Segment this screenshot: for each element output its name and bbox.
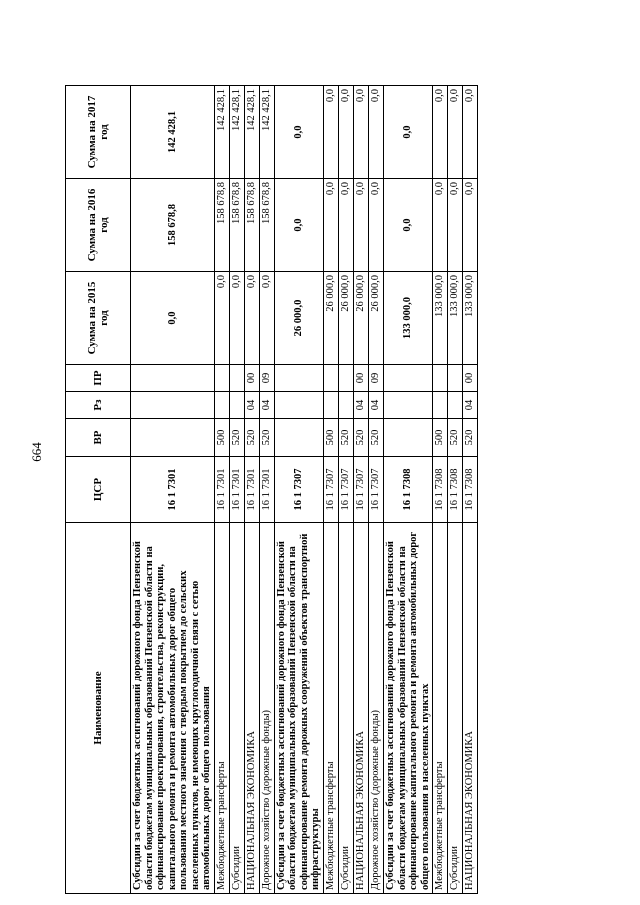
table-header-row xyxy=(66,86,131,894)
cell-pr: 09 xyxy=(259,365,274,392)
rotated-page-content xyxy=(65,86,621,894)
cell-s2015: 26 000,0 xyxy=(324,272,339,365)
table-row xyxy=(324,86,339,894)
cell-s2017: 0,0 xyxy=(354,86,369,179)
cell-s2017: 0,0 xyxy=(384,86,433,179)
cell-vr: 520 xyxy=(354,419,369,457)
table-row xyxy=(339,86,354,894)
cell-rz: 04 xyxy=(369,392,384,419)
header-sum-2017: Сумма на 2017 год xyxy=(66,86,131,179)
cell-csr: 16 1 7301 xyxy=(131,457,215,523)
cell-rz xyxy=(384,392,433,419)
cell-csr: 16 1 7307 xyxy=(369,457,384,523)
cell-s2015: 26 000,0 xyxy=(274,272,323,365)
table-row xyxy=(214,86,229,894)
cell-s2016: 158 678,8 xyxy=(214,179,229,272)
cell-pr: 00 xyxy=(354,365,369,392)
table-row xyxy=(259,86,274,894)
cell-csr: 16 1 7301 xyxy=(214,457,229,523)
cell-pr: 00 xyxy=(244,365,259,392)
table-row xyxy=(131,86,215,894)
cell-vr: 520 xyxy=(369,419,384,457)
cell-name: Субсидии за счет бюджетных ассигнований дорожного фонда Пензенской области бюджетам муниципальных образований Пензенской области на софинансирование ремонта дорожных сооружений объектов транспортной инфраструктуры xyxy=(274,523,323,894)
cell-s2017: 142 428,1 xyxy=(131,86,215,179)
cell-s2017: 0,0 xyxy=(463,86,478,179)
table-row xyxy=(433,86,448,894)
cell-pr: 09 xyxy=(369,365,384,392)
cell-name: НАЦИОНАЛЬНАЯ ЭКОНОМИКА xyxy=(463,523,478,894)
cell-s2017: 142 428,1 xyxy=(229,86,244,179)
cell-s2017: 142 428,1 xyxy=(214,86,229,179)
cell-s2016: 0,0 xyxy=(324,179,339,272)
cell-name: Межбюджетные трансферты xyxy=(433,523,448,894)
cell-rz xyxy=(274,392,323,419)
cell-s2016: 158 678,8 xyxy=(259,179,274,272)
cell-name: Дорожное хозяйство (дорожные фонды) xyxy=(369,523,384,894)
cell-vr: 520 xyxy=(229,419,244,457)
cell-s2015: 26 000,0 xyxy=(354,272,369,365)
cell-s2015: 0,0 xyxy=(131,272,215,365)
cell-s2017: 0,0 xyxy=(339,86,354,179)
table-row xyxy=(384,86,433,894)
cell-vr: 520 xyxy=(448,419,463,457)
cell-csr: 16 1 7308 xyxy=(384,457,433,523)
table-row xyxy=(354,86,369,894)
table-row xyxy=(229,86,244,894)
cell-vr: 500 xyxy=(433,419,448,457)
table-row xyxy=(463,86,478,894)
cell-csr: 16 1 7301 xyxy=(229,457,244,523)
cell-csr: 16 1 7308 xyxy=(463,457,478,523)
cell-s2015: 0,0 xyxy=(244,272,259,365)
cell-name: Межбюджетные трансферты xyxy=(324,523,339,894)
cell-s2015: 133 000,0 xyxy=(463,272,478,365)
cell-vr xyxy=(274,419,323,457)
cell-pr: 00 xyxy=(463,365,478,392)
cell-name: Субсидии xyxy=(448,523,463,894)
table-body xyxy=(131,86,478,894)
cell-s2016: 0,0 xyxy=(433,179,448,272)
cell-name: Межбюджетные трансферты xyxy=(214,523,229,894)
cell-csr: 16 1 7301 xyxy=(259,457,274,523)
header-sum-2015: Сумма на 2015 год xyxy=(66,272,131,365)
cell-rz: 04 xyxy=(354,392,369,419)
header-rz: Рз xyxy=(66,392,131,419)
cell-name: Субсидии xyxy=(339,523,354,894)
table-row xyxy=(244,86,259,894)
cell-csr: 16 1 7307 xyxy=(274,457,323,523)
cell-vr: 500 xyxy=(214,419,229,457)
cell-pr xyxy=(214,365,229,392)
cell-rz xyxy=(339,392,354,419)
cell-s2016: 0,0 xyxy=(274,179,323,272)
cell-csr: 16 1 7307 xyxy=(339,457,354,523)
cell-vr xyxy=(384,419,433,457)
cell-pr xyxy=(339,365,354,392)
cell-s2017: 142 428,1 xyxy=(259,86,274,179)
table-row xyxy=(448,86,463,894)
cell-s2015: 133 000,0 xyxy=(448,272,463,365)
cell-s2016: 0,0 xyxy=(463,179,478,272)
cell-s2017: 0,0 xyxy=(369,86,384,179)
cell-pr xyxy=(324,365,339,392)
cell-csr: 16 1 7307 xyxy=(324,457,339,523)
cell-pr xyxy=(229,365,244,392)
budget-table xyxy=(65,85,478,894)
cell-rz xyxy=(131,392,215,419)
cell-s2015: 0,0 xyxy=(214,272,229,365)
cell-rz xyxy=(229,392,244,419)
cell-s2017: 0,0 xyxy=(324,86,339,179)
header-pr: ПР xyxy=(66,365,131,392)
cell-name: Субсидии xyxy=(229,523,244,894)
cell-rz xyxy=(433,392,448,419)
cell-pr xyxy=(131,365,215,392)
cell-s2016: 158 678,8 xyxy=(229,179,244,272)
page-number: 664 xyxy=(29,442,44,462)
cell-rz: 04 xyxy=(259,392,274,419)
cell-s2017: 0,0 xyxy=(448,86,463,179)
cell-rz: 04 xyxy=(244,392,259,419)
cell-s2015: 133 000,0 xyxy=(433,272,448,365)
cell-rz: 04 xyxy=(463,392,478,419)
cell-name: Дорожное хозяйство (дорожные фонды) xyxy=(259,523,274,894)
cell-s2015: 26 000,0 xyxy=(369,272,384,365)
cell-csr: 16 1 7308 xyxy=(433,457,448,523)
cell-s2015: 0,0 xyxy=(229,272,244,365)
cell-pr xyxy=(274,365,323,392)
cell-name: НАЦИОНАЛЬНАЯ ЭКОНОМИКА xyxy=(244,523,259,894)
cell-rz xyxy=(324,392,339,419)
cell-s2015: 133 000,0 xyxy=(384,272,433,365)
cell-pr xyxy=(433,365,448,392)
cell-rz xyxy=(448,392,463,419)
table-row xyxy=(369,86,384,894)
cell-s2017: 0,0 xyxy=(433,86,448,179)
cell-vr: 520 xyxy=(244,419,259,457)
cell-s2017: 0,0 xyxy=(274,86,323,179)
cell-vr: 520 xyxy=(463,419,478,457)
cell-s2016: 158 678,8 xyxy=(131,179,215,272)
table-row xyxy=(274,86,323,894)
cell-name: Субсидии за счет бюджетных ассигнований дорожного фонда Пензенской области бюджетам муниципальных образований Пензенской области на софинансирование капитального ремонта и ремонта автомобильных дорог общего пользования в населенных пунктах xyxy=(384,523,433,894)
cell-s2016: 0,0 xyxy=(339,179,354,272)
cell-s2016: 158 678,8 xyxy=(244,179,259,272)
cell-vr: 520 xyxy=(339,419,354,457)
cell-csr: 16 1 7307 xyxy=(354,457,369,523)
cell-s2017: 142 428,1 xyxy=(244,86,259,179)
cell-s2015: 26 000,0 xyxy=(339,272,354,365)
cell-s2016: 0,0 xyxy=(354,179,369,272)
cell-s2015: 0,0 xyxy=(259,272,274,365)
header-sum-2016: Сумма на 2016 год xyxy=(66,179,131,272)
cell-s2016: 0,0 xyxy=(369,179,384,272)
cell-name: Субсидии за счет бюджетных ассигнований дорожного фонда Пензенской области бюджетам муниципальных образований Пензенской области на софинансирование проектирования, строительства, реконструкции, капитального ремонта и ремонта автомобильных дорог общего пользования местного значения с твердым покрытием до сельских населенных пунктов, не имеющих круглогодичной связи с сетью автомобильных дорог общего пользования xyxy=(131,523,215,894)
header-csr: ЦСР xyxy=(66,457,131,523)
cell-vr: 520 xyxy=(259,419,274,457)
cell-name: НАЦИОНАЛЬНАЯ ЭКОНОМИКА xyxy=(354,523,369,894)
cell-csr: 16 1 7301 xyxy=(244,457,259,523)
cell-pr xyxy=(448,365,463,392)
cell-s2016: 0,0 xyxy=(384,179,433,272)
cell-s2016: 0,0 xyxy=(448,179,463,272)
cell-pr xyxy=(384,365,433,392)
header-vr: ВР xyxy=(66,419,131,457)
cell-rz xyxy=(214,392,229,419)
cell-vr xyxy=(131,419,215,457)
cell-vr: 500 xyxy=(324,419,339,457)
header-name: Наименование xyxy=(66,523,131,894)
cell-csr: 16 1 7308 xyxy=(448,457,463,523)
